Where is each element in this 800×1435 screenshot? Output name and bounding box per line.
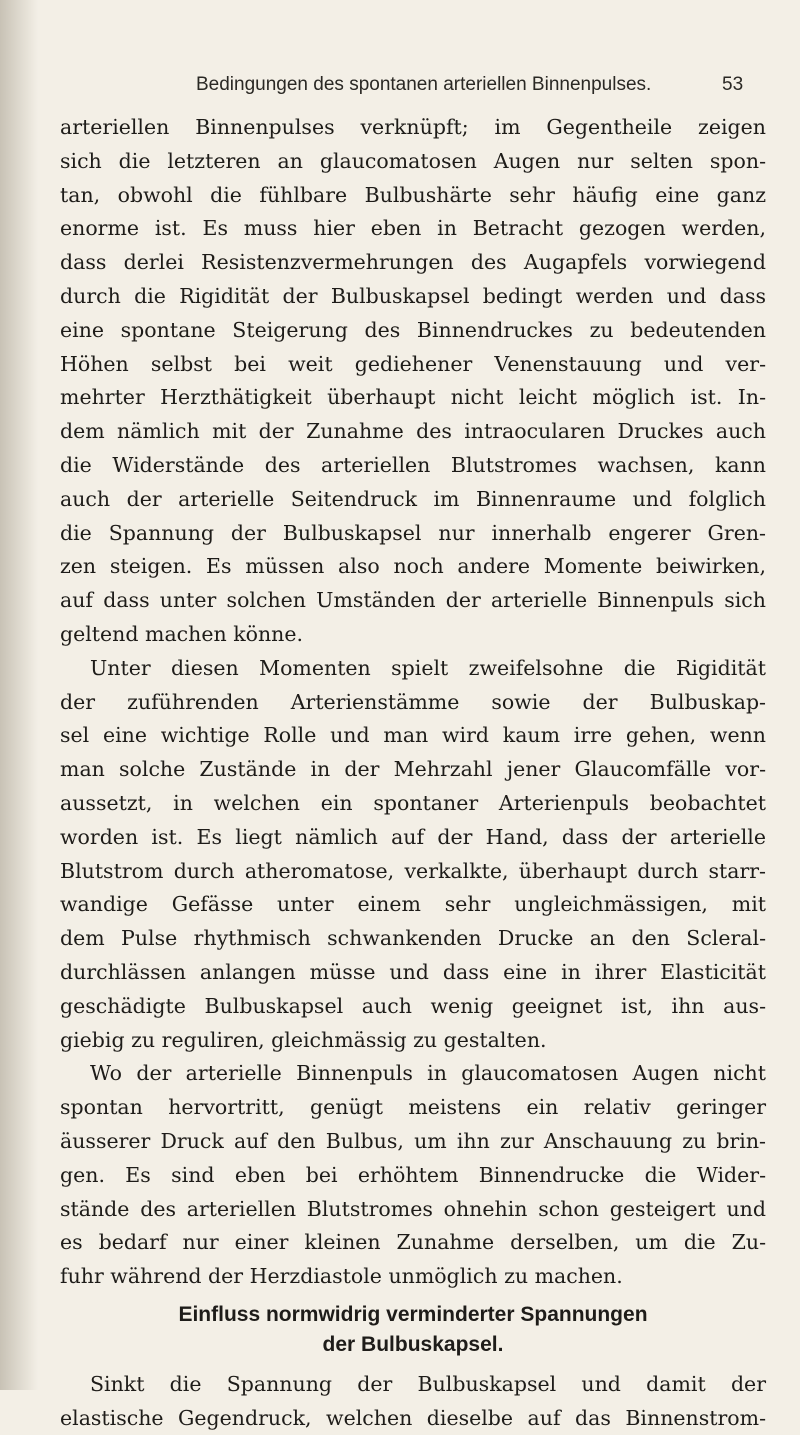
section-heading-line-2: der Bulbuskapsel. (322, 1332, 504, 1356)
text-line: dass derlei Resistenzvermehrungen des Augapfels vorwiegend (60, 250, 766, 275)
text-line: Wo der arterielle Binnenpuls in glaucomatosen Augen nicht (90, 1061, 766, 1086)
text-line: auf dass unter solchen Umständen der arterielle Binnenpuls sich (60, 588, 766, 613)
text-line: auch der arterielle Seitendruck im Binnenraume und folglich (60, 486, 766, 511)
text-line: die Spannung der Bulbuskapsel nur innerhalb engerer Gren- (60, 520, 766, 545)
text-line: eine spontane Steigerung des Binnendruckes zu bedeutenden (60, 317, 766, 342)
text-line: Unter diesen Momenten spielt zweifelsohne die Rigidität (90, 655, 766, 680)
text-line: zen steigen. Es müssen also noch andere Momente beiwirken, (60, 554, 766, 579)
text-line: dem Pulse rhythmisch schwankenden Drucke an den Scleral- (60, 926, 766, 951)
text-line: aussetzt, in welchen ein spontaner Arterienpuls beobachtet (60, 790, 766, 815)
text-line: stände des arteriellen Blutstromes ohnehin schon gesteigert und (60, 1196, 766, 1221)
page-header (0, 74, 800, 104)
text-line: mehrter Herzthätigkeit überhaupt nicht leicht möglich ist. In- (60, 385, 766, 410)
text-line: tan, obwohl die fühlbare Bulbushärte sehr häufig eine ganz (60, 182, 766, 207)
text-line: gen. Es sind eben bei erhöhtem Binnendrucke die Wider- (60, 1162, 766, 1187)
body-text (60, 111, 766, 1435)
text-line: äusserer Druck auf den Bulbus, um ihn zur Anschauung zu brin- (60, 1128, 766, 1153)
text-line: geltend machen könne. (60, 621, 304, 646)
text-line: arteriellen Binnenpulses verknüpft; im Gegentheile zeigen (60, 115, 766, 139)
text-line: geschädigte Bulbuskapsel auch wenig geeignet ist, ihn aus- (60, 993, 766, 1018)
text-line: der zuführenden Arterienstämme sowie der Bulbuskap- (60, 689, 766, 714)
text-line: spontan hervortritt, genügt meistens ein relativ geringer (60, 1095, 766, 1120)
page-edge-shadow (0, 0, 38, 1390)
page-number: 53 (722, 74, 744, 95)
text-line: giebig zu reguliren, gleichmässig zu gestalten. (60, 1027, 547, 1052)
running-title: Bedingungen des spontanen arteriellen Binnenpulses. (196, 74, 652, 95)
text-line: dem nämlich mit der Zunahme des intraocularen Druckes auch (60, 419, 766, 444)
section-heading-line-1: Einfluss normwidrig verminderter Spannungen (178, 1302, 648, 1326)
text-line: man solche Zustände in der Mehrzahl jener Glaucomfälle vor- (60, 757, 766, 782)
text-line: durch die Rigidität der Bulbuskapsel bedingt werden und dass (60, 283, 766, 308)
text-line: sich die letzteren an glaucomatosen Augen nur selten spon- (60, 148, 766, 173)
text-line: durchlässen anlangen müsse und dass eine in ihrer Elasticität (60, 959, 766, 984)
text-line: sel eine wichtige Rolle und man wird kaum irre gehen, wenn (60, 723, 766, 748)
text-line: fuhr während der Herzdiastole unmöglich zu machen. (60, 1264, 623, 1289)
text-line: die Widerstände des arteriellen Blutstromes wachsen, kann (60, 452, 766, 477)
text-line: Höhen selbst bei weit gediehener Venenstauung und ver- (60, 351, 766, 376)
text-line: es bedarf nur einer kleinen Zunahme derselben, um die Zu- (60, 1230, 766, 1255)
text-line: wandige Gefässe unter einem sehr ungleichmässigen, mit (60, 892, 766, 917)
text-line: worden ist. Es liegt nämlich auf der Hand, dass der arterielle (60, 824, 766, 849)
text-line: elastische Gegendruck, welchen dieselbe auf das Binnenstrom- (60, 1405, 766, 1430)
text-line: Sinkt die Spannung der Bulbuskapsel und damit der (90, 1371, 766, 1396)
text-line: Blutstrom durch atheromatose, verkalkte, überhaupt durch starr- (60, 858, 766, 883)
text-line: enorme ist. Es muss hier eben in Betracht gezogen werden, (60, 216, 766, 241)
